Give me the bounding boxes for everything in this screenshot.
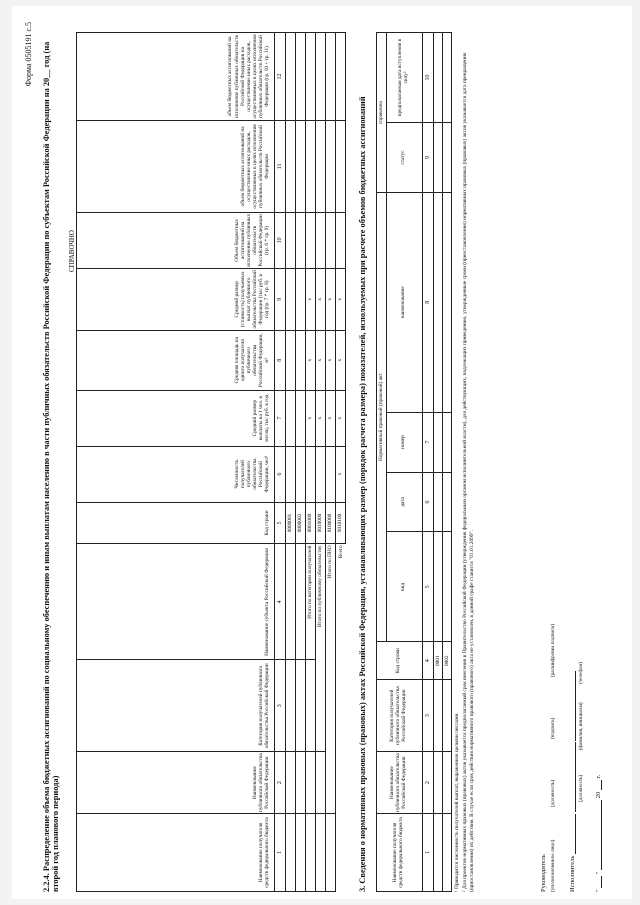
spravochno-label: СПРАВОЧНО <box>68 230 76 272</box>
fio-caption: (фамилия, инициалы) <box>578 702 584 751</box>
col-num: 10 <box>423 33 434 123</box>
header-kind: вид <box>387 532 423 642</box>
cell-x: x <box>336 390 346 446</box>
cell-x: x <box>306 390 316 446</box>
rotated-content <box>20 12 620 892</box>
section-2-2-4-title: 2.2.4. Распределение объема бюджетных ассигнований по социальному обеспечению и иным выплатам населению в части публичных обязательств Российской Федерации по субъектам Российской Федерации на 20__ год (на второй год планового периода) <box>42 41 60 892</box>
col-num: 2 <box>275 752 286 814</box>
col-num: 10 <box>275 212 286 268</box>
col-num: 11 <box>275 120 286 212</box>
subtotal-pno-row <box>326 33 336 892</box>
subtotal-category-row <box>306 33 316 892</box>
cell-x: x <box>336 268 346 330</box>
column-number-row <box>275 33 286 892</box>
col-num: 6 <box>423 472 434 532</box>
position-caption: (должность) <box>578 774 584 802</box>
cell-x: x <box>326 268 336 330</box>
col-num: 9 <box>423 123 434 193</box>
header-region: Наименование субъекта Российской Федерации <box>77 544 275 660</box>
budget-distribution-table <box>76 32 346 892</box>
col-num: 4 <box>423 642 434 680</box>
header-status: статус <box>387 123 423 193</box>
footnote-1: ¹ Приводится численность получателей выплат, выраженная целыми числами <box>454 713 460 892</box>
header-volume: Объем бюджетных ассигнований на исполнение публичных обязательств Российской Федерации (гр. 6 * гр. 9) <box>77 212 275 268</box>
table-row <box>286 33 296 892</box>
header-obligation: Наименование публичного обязательства Российской Федерации <box>377 752 423 814</box>
grand-total-row <box>336 33 346 892</box>
row-code: 9010100 <box>336 502 346 544</box>
header-number: номер <box>387 412 423 472</box>
cell-x: x <box>306 268 316 330</box>
head-sub-label: (уполномоченное лицо) <box>550 839 556 892</box>
decoding-caption: (расшифровка подписи) <box>550 624 556 678</box>
cell-x: x <box>316 390 326 446</box>
row-code: 0000002 <box>296 502 306 544</box>
col-num: 2 <box>423 752 434 814</box>
header-total-volume: объем бюджетных ассигнований на исполнение публичных обязательств Российской Федерации на осуществление иных расходов, осуществляемых в целях исполнения публичных обязательств Российской Федерации (гр. 10 + гр. 11) <box>77 33 275 121</box>
executor-signature-block <box>568 662 584 892</box>
cell-x: x <box>316 268 326 330</box>
col-num: 8 <box>275 330 286 390</box>
form-number: Форма 0505191 с.5 <box>24 22 33 87</box>
subtotal-obligation-row <box>316 33 326 892</box>
header-other-expenses: объем бюджетных ассигнований на осуществление иных расходов, осуществляемых в целях исполнения публичных обязательств Российской Федерации <box>77 120 275 212</box>
header-avg-area: Средняя площадь на одного получателя публичного обязательства Российской Федерации, м² <box>77 330 275 390</box>
date-year-suffix: г. <box>595 774 602 779</box>
table-row <box>434 33 443 892</box>
cell-x: x <box>306 330 316 390</box>
date-year-prefix: 20 <box>595 791 602 799</box>
cell-x: x <box>316 330 326 390</box>
col-num: 12 <box>275 33 286 121</box>
header-npa: Нормативный правовой (правовой) акт <box>377 192 387 641</box>
header-count: Численность получателей публичного обязательства Российской Федерации, чел¹ <box>77 446 275 502</box>
header-category: Категория получателей публичного обязательства Российской Федерации <box>77 660 275 752</box>
document-page <box>12 6 632 899</box>
header-recipient: Наименование получателя средств федерального бюджета <box>377 814 423 892</box>
section-3-title: 3. Сведения о нормативных правовых (правовых) актах Российской Федерации, устанавливающих размер (порядок расчета размера) показателей, используемых при расчете объемов бюджетных ассигнований <box>358 96 367 892</box>
col-num: 7 <box>423 412 434 472</box>
header-recipient: Наименование получателя средств федерального бюджета <box>77 814 275 892</box>
col-num: 3 <box>275 660 286 752</box>
header-avg-payment: Средний размер выплаты на 1 чел. в месяц, тыс руб. в год <box>77 390 275 446</box>
row-code: 0000001 <box>286 502 296 544</box>
cell-x: x <box>326 330 336 390</box>
column-number-row <box>423 33 434 892</box>
col-num: 7 <box>275 390 286 446</box>
subtotal-label: Итого по категории получателей <box>306 544 316 660</box>
header-code: Код строки <box>377 642 423 680</box>
row-code: 0100000 <box>326 502 336 544</box>
subtotal-label: Итого по публичному обязательству <box>316 544 326 752</box>
col-num: 3 <box>423 680 434 752</box>
col-num: 5 <box>423 532 434 642</box>
col-num: 8 <box>423 192 434 412</box>
header-code: Код строки <box>77 502 275 544</box>
header-obligation: Наименование публичного обязательства Российской Федерации <box>77 752 275 814</box>
col-num: 9 <box>275 268 286 330</box>
col-num: 5 <box>275 502 286 544</box>
header-spravochno: справочно <box>377 33 387 193</box>
row-code: 0001000 <box>306 502 316 544</box>
header-effective-date: предполагаемая дата вступления в силу² <box>387 33 423 123</box>
col-num: 4 <box>275 544 286 660</box>
row-code: 0001 <box>434 642 443 680</box>
date-quote-open: " <box>595 889 602 892</box>
cell-x: x <box>336 330 346 390</box>
row-code: 0010000 <box>316 502 326 544</box>
date-line <box>594 775 602 892</box>
footnotes <box>454 32 477 892</box>
header-avg-size: Средний размер (стоимость) получаемых выплат публичного обязательства Российской Федерации (тыс руб. в год (гр. 7 * гр. 8) <box>77 268 275 330</box>
header-date: дата <box>387 472 423 532</box>
executor-label: Исполнитель <box>569 855 576 892</box>
footnote-2: ² Для проектов нормативных правовых (правовых) актов указывается предполагаемый срок внесения в Правительство Российской Федерации (утверждения федеральным органом исполнительной власти), для действующих, подлежащих приведению, утвержденные сроки (приостановления) нормативных правовых (правовых) актов указывается дата прекращения (приостановления) их действия. В случае если срок действия нормативного правового (правового) акта не установлен, в данной графе ставится "01.01.2099". <box>461 52 476 892</box>
subtotal-label: Итого по ПНО <box>326 544 336 814</box>
col-num: 1 <box>275 814 286 892</box>
table-row <box>443 33 452 892</box>
cell-x: x <box>326 390 336 446</box>
row-code: 0002 <box>443 642 452 680</box>
position-caption: (должность) <box>550 779 556 807</box>
total-label: Всего <box>336 544 346 892</box>
head-signature-block <box>540 624 556 892</box>
col-num: 6 <box>275 446 286 502</box>
header-category: Категория получателей публичного обязательства Российской Федерации <box>377 680 423 752</box>
date-quote-close: " <box>595 871 602 875</box>
cell-x: x <box>336 446 346 502</box>
header-name: наименование <box>387 192 423 412</box>
normative-acts-table <box>376 32 452 892</box>
phone-caption: (телефон) <box>578 662 584 684</box>
head-label: Руководитель <box>540 854 547 892</box>
col-num: 1 <box>423 814 434 892</box>
signature-caption: (подпись) <box>550 717 556 740</box>
table-row <box>296 33 306 892</box>
